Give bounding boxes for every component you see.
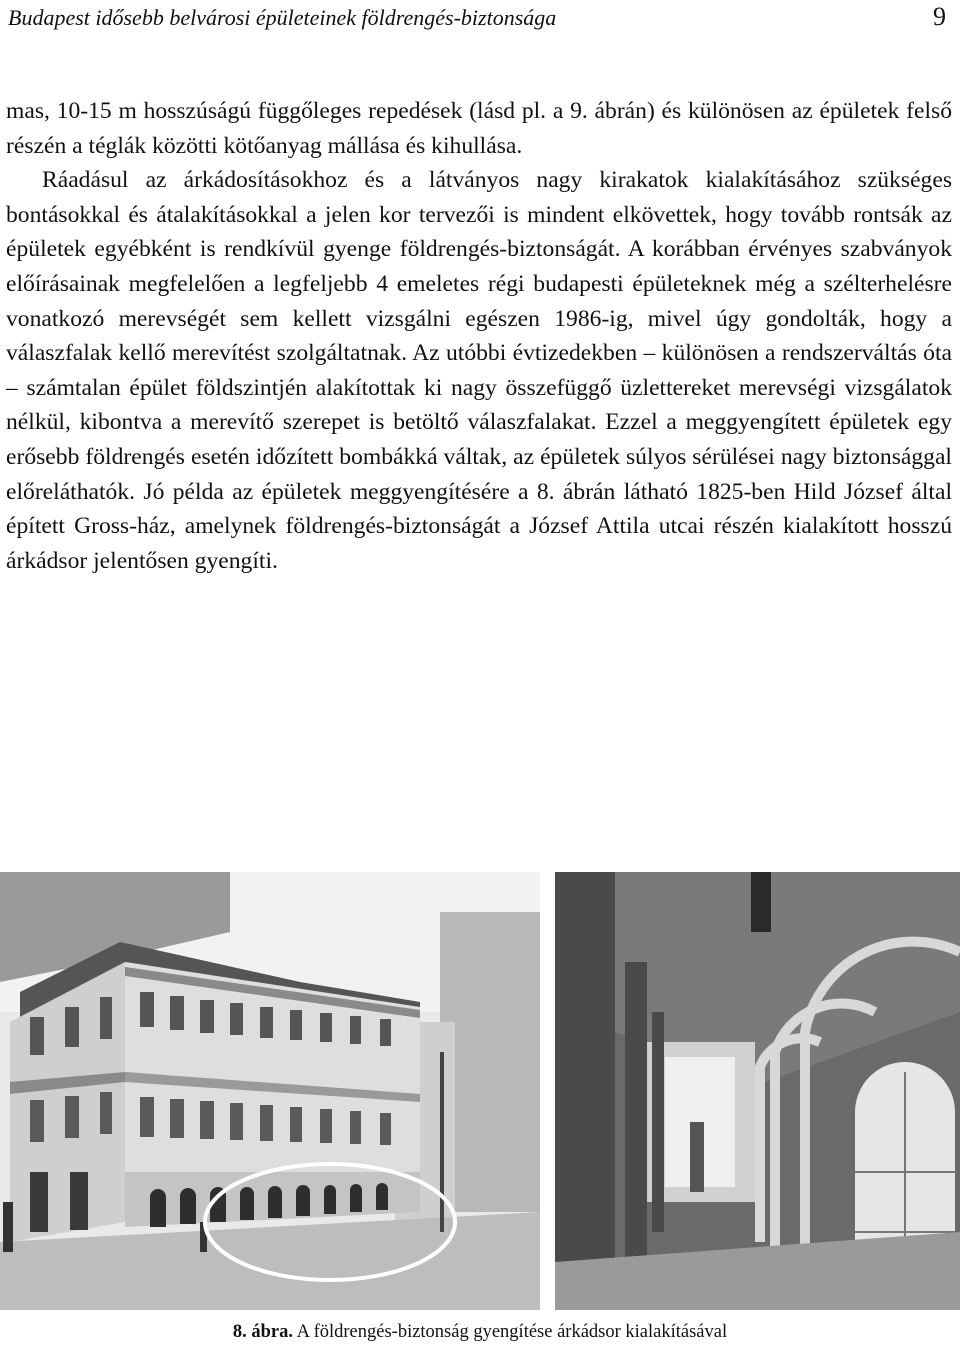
figure-label: 8. ábra.: [232, 1322, 293, 1342]
paragraph-2: Ráadásul az árkádosításokhoz és a látványos nagy kirakatok kialakításához szükséges bontásokkal és átalakításokkal a jelen kor tervezői is mindent elkövettek, hogy tovább rontsák az épületek egyébként is rendkívül gyenge földrengés-biztonságát. A korábban érvényes szabványok előírásainak megfelelően a legfeljebb 4 emeletes régi budapesti épületeknek még a szélterhelésre vonatkozó merevségét sem kellett vizsgálni egészen 1986-ig, mivel úgy gondolták, hogy a válaszfalak kellő merevítést szolgáltatnak. Az utóbbi évtizedekben – különösen a rendszerváltás óta – számtalan épület földszintjén alakítottak ki nagy összefüggő üzlettereket merevségi vizsgálatok nélkül, kibontva a merevítő szerepet is betöltő válaszfalakat. Ezzel a meggyengített épületek egy erősebb földrengés esetén időzített bombákká váltak, az épületek súlyos sérülései nagy biztonsággal előreláthatók. Jó példa az épületek meggyengítésére a 8. ábrán látható 1825-ben Hild József által épített Gross-ház, amelynek földrengés-biztonságát a József Attila utcai részén kialakított hosszú árkádsor jelentősen gyengíti.: [6, 167, 952, 574]
arcade-photo: [555, 872, 960, 1310]
running-header: [8, 2, 946, 36]
figure-caption-text: A földrengés-biztonság gyengítése árkádsor kialakításával: [296, 1322, 728, 1342]
running-title: Budapest idősebb belvárosi épületeinek földrengés-biztonsága: [8, 5, 557, 30]
paragraph-1: mas, 10-15 m hosszúságú függőleges repedések (lásd pl. a 9. ábrán) és különösen az épületek felső részén a téglák közötti kötőanyag mállása és kihullása.: [6, 98, 952, 159]
figure-caption: [0, 1322, 960, 1343]
body-text: [6, 94, 952, 578]
figure-8: [0, 872, 960, 1312]
page-number: 9: [933, 2, 946, 31]
building-photo: [0, 872, 540, 1310]
